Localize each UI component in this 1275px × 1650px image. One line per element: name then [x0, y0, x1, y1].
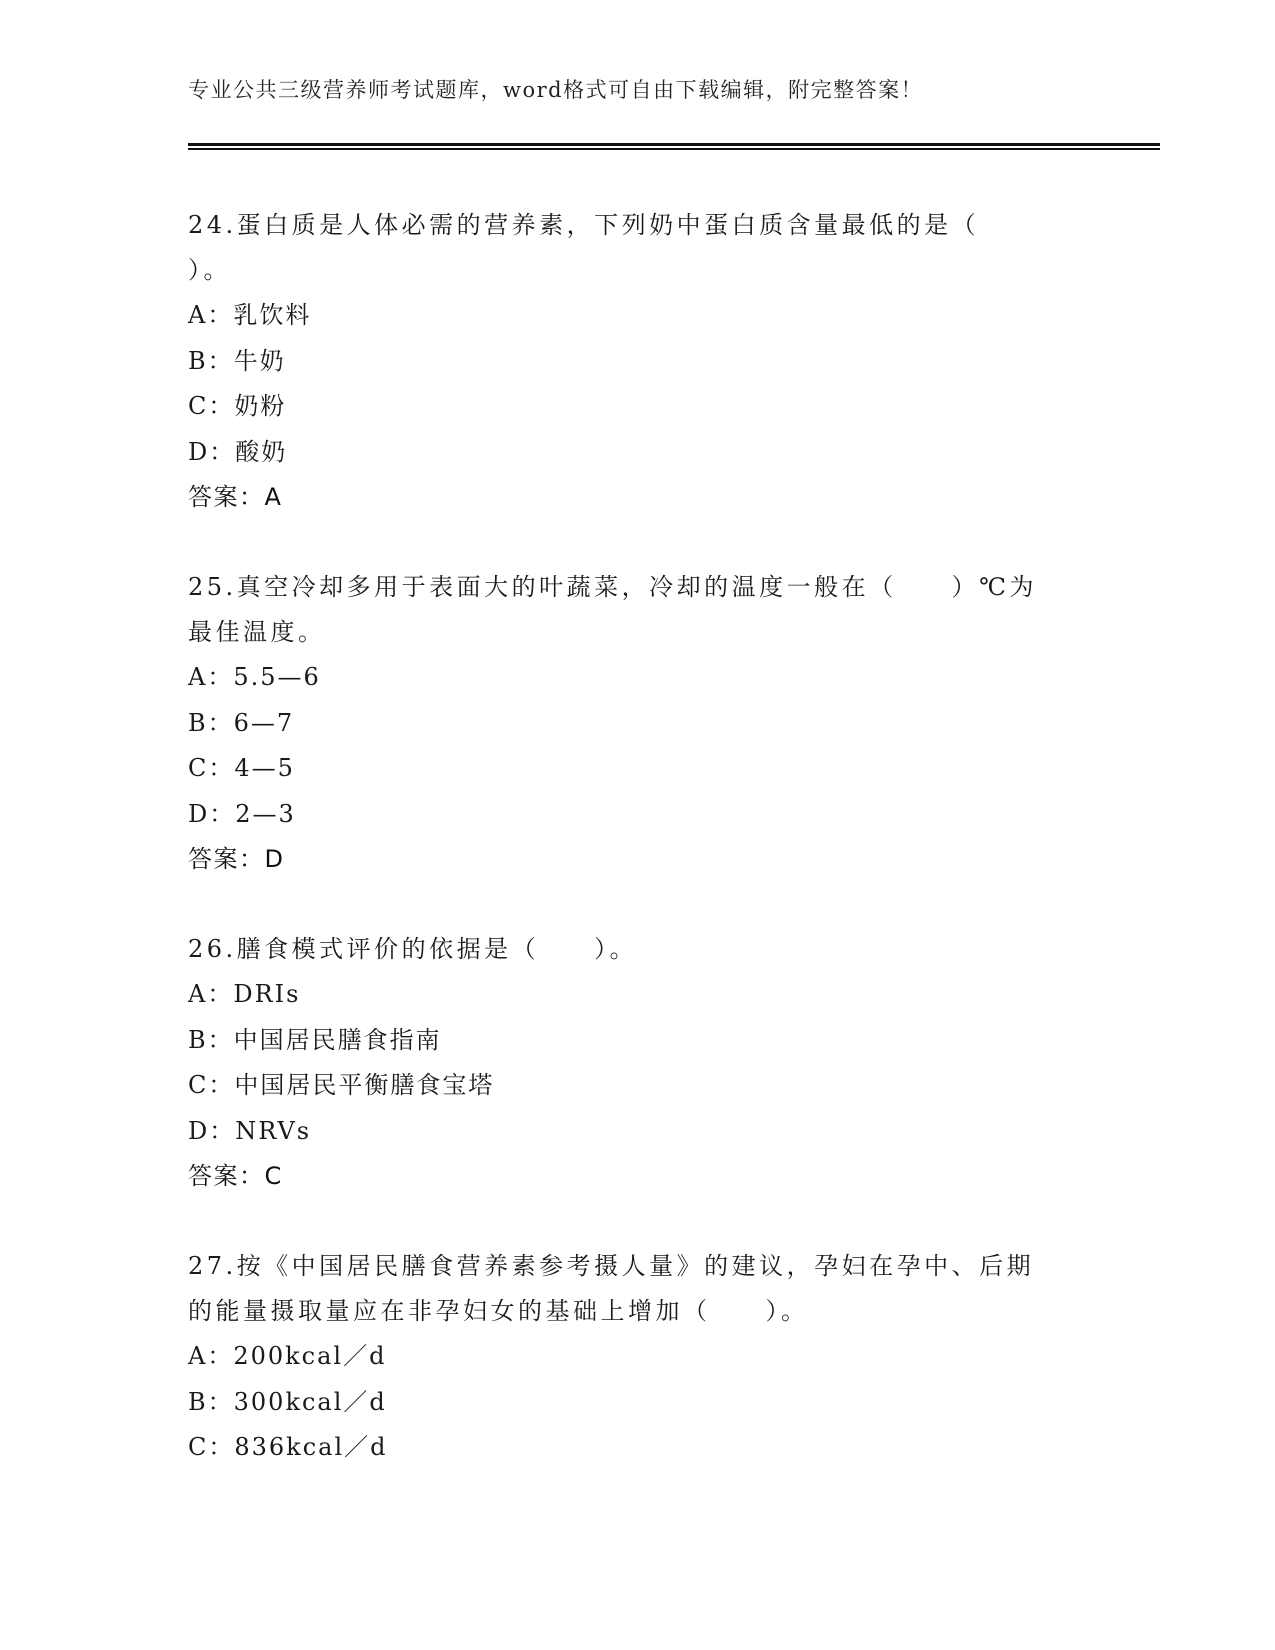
answer: 答案：A — [188, 483, 283, 511]
option-a: A：DRIs — [188, 980, 301, 1008]
answer: 答案：D — [188, 845, 285, 873]
option-d: D：2—3 — [188, 799, 296, 828]
option-b: B：300kcal／d — [188, 1387, 387, 1416]
option-a: A：乳饮料 — [188, 301, 312, 329]
header-divider-thin — [188, 148, 1160, 150]
option-c: C：奶粉 — [188, 392, 287, 420]
option-b: B：牛奶 — [188, 346, 286, 375]
option-c: C：4—5 — [188, 754, 295, 782]
question-stem-line: 25.真空冷却多用于表面大的叶蔬菜，冷却的温度一般在（ ）℃为 — [188, 573, 1038, 601]
question-stem-line: 24.蛋白质是人体必需的营养素，下列奶中蛋白质含量最低的是（ — [188, 211, 980, 239]
option-d: D：NRVs — [188, 1116, 312, 1145]
option-c: C：中国居民平衡膳食宝塔 — [188, 1071, 495, 1099]
option-b: B：中国居民膳食指南 — [188, 1025, 442, 1054]
header-divider-thick — [188, 143, 1160, 146]
answer: 答案：C — [188, 1162, 283, 1190]
option-d: D：酸奶 — [188, 437, 288, 466]
option-a: A：5.5—6 — [188, 663, 321, 691]
option-c: C：836kcal／d — [188, 1433, 388, 1461]
question-25 — [188, 565, 1088, 882]
header-divider — [188, 143, 1160, 149]
question-list — [188, 203, 1088, 1516]
question-27 — [188, 1244, 1088, 1471]
option-b: B：6—7 — [188, 708, 295, 737]
question-stem-line: 26.膳食模式评价的依据是（ ）。 — [188, 935, 638, 963]
question-24 — [188, 203, 1088, 520]
question-stem-line: 27.按《中国居民膳食营养素参考摄人量》的建议，孕妇在孕中、后期 — [188, 1252, 1035, 1280]
question-stem-line: ）。 — [188, 256, 231, 284]
page-header: 专业公共三级营养师考试题库，word格式可自由下载编辑，附完整答案！ — [188, 78, 924, 102]
option-a: A：200kcal／d — [188, 1342, 387, 1370]
question-stem-line: 的能量摄取量应在非孕妇女的基础上增加（ ）。 — [188, 1297, 809, 1325]
question-26 — [188, 927, 1088, 1199]
question-stem-line: 最佳温度。 — [188, 618, 326, 646]
